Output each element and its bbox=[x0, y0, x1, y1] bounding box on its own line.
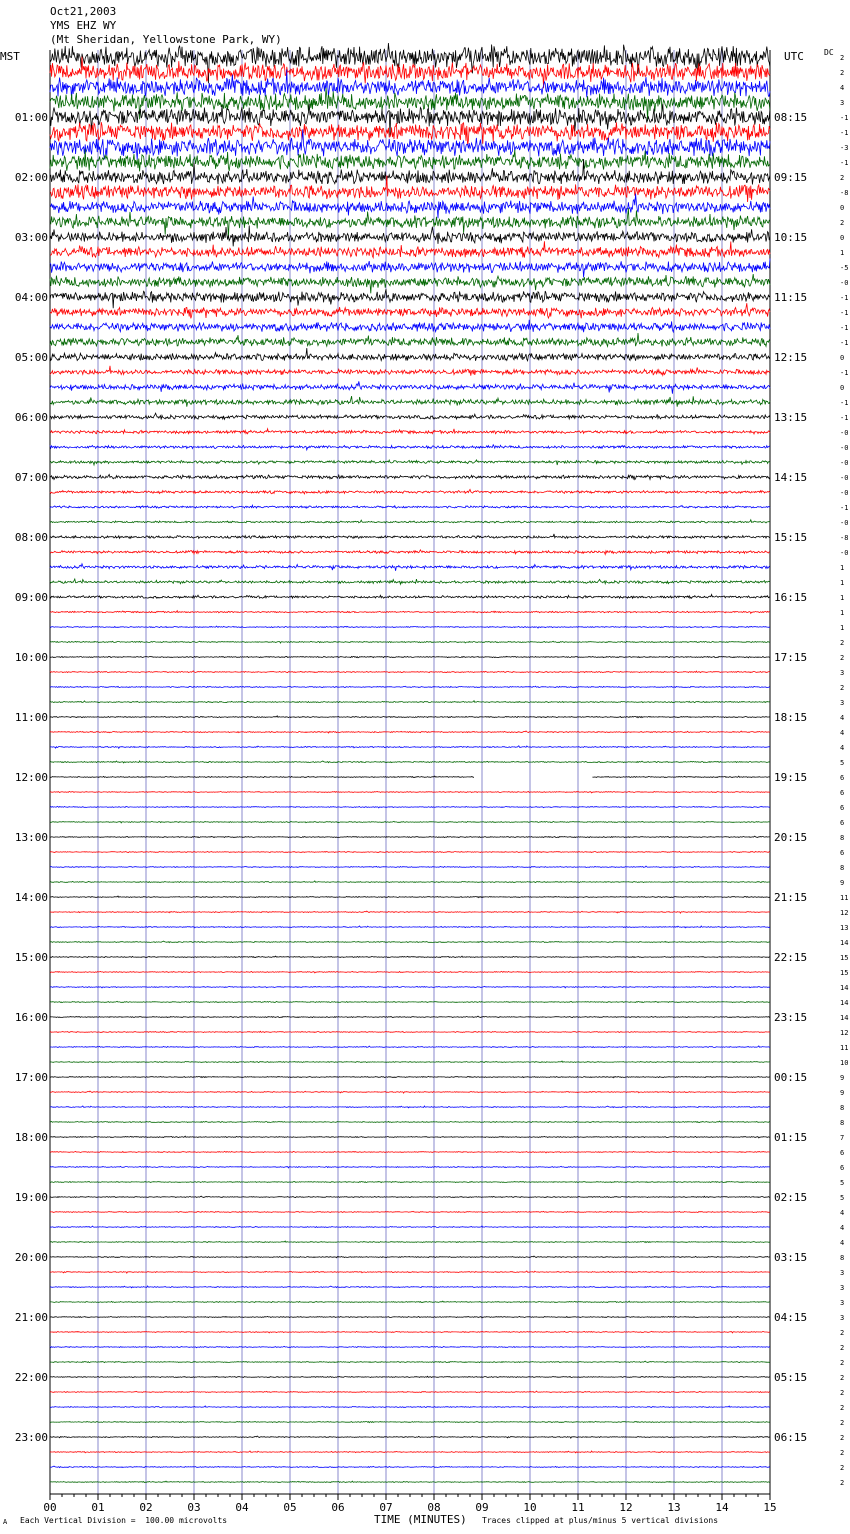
trace-row-29 bbox=[50, 489, 770, 494]
dc-offset-82: 3 bbox=[840, 1284, 845, 1292]
dc-offset-33: -0 bbox=[840, 549, 849, 557]
trace-row-88 bbox=[50, 1376, 770, 1377]
dc-offset-66: 11 bbox=[840, 1044, 849, 1052]
right-hour-label-12: 20:15 bbox=[774, 831, 808, 844]
right-hour-label-13: 21:15 bbox=[774, 891, 808, 904]
trace-row-64 bbox=[50, 1016, 770, 1018]
trace-row-19 bbox=[50, 333, 770, 347]
right-hour-label-21: 05:15 bbox=[774, 1371, 808, 1384]
dc-offset-65: 12 bbox=[840, 1029, 849, 1037]
left-hour-label-10: 11:00 bbox=[14, 711, 48, 724]
left-hour-label-15: 16:00 bbox=[14, 1011, 48, 1024]
left-hour-label-1: 02:00 bbox=[14, 171, 48, 184]
trace-row-81 bbox=[50, 1271, 770, 1273]
trace-row-77 bbox=[50, 1211, 770, 1212]
station-location: (Mt Sheridan, Yellowstone Park, WY) bbox=[50, 33, 282, 46]
dc-offset-30: -1 bbox=[840, 504, 849, 512]
trace-row-54 bbox=[50, 866, 770, 867]
trace-row-36 bbox=[50, 595, 770, 599]
dc-offset-43: 3 bbox=[840, 699, 845, 707]
right-hour-label-14: 22:15 bbox=[774, 951, 808, 964]
trace-row-13 bbox=[50, 241, 770, 257]
trace-row-31 bbox=[50, 520, 770, 523]
trace-row-75 bbox=[50, 1182, 770, 1183]
trace-row-71 bbox=[50, 1121, 770, 1122]
dc-offset-16: -1 bbox=[840, 294, 849, 302]
trace-row-30 bbox=[50, 505, 770, 508]
x-tick-label-3: 03 bbox=[187, 1501, 201, 1514]
trace-row-56 bbox=[50, 896, 770, 898]
dc-offset-77: 4 bbox=[840, 1209, 845, 1217]
right-hour-label-7: 15:15 bbox=[774, 531, 808, 544]
dc-offset-88: 2 bbox=[840, 1374, 845, 1382]
right-hour-label-3: 11:15 bbox=[774, 291, 808, 304]
trace-row-26 bbox=[50, 445, 770, 450]
x-tick-label-6: 06 bbox=[331, 1501, 345, 1514]
dc-offset-55: 9 bbox=[840, 879, 845, 887]
dc-offset-67: 10 bbox=[840, 1059, 849, 1067]
dc-offset-89: 2 bbox=[840, 1389, 845, 1397]
dc-offset-20: 0 bbox=[840, 354, 845, 362]
trace-row-21 bbox=[50, 366, 770, 376]
trace-row-12 bbox=[50, 226, 770, 247]
trace-row-67 bbox=[50, 1061, 770, 1063]
right-hour-label-0: 08:15 bbox=[774, 111, 808, 124]
dc-offset-37: 1 bbox=[840, 609, 845, 617]
dc-offset-25: -0 bbox=[840, 429, 849, 437]
trace-row-40 bbox=[50, 656, 770, 657]
left-hour-label-13: 14:00 bbox=[14, 891, 48, 904]
trace-row-48 bbox=[50, 776, 770, 777]
dc-offset-18: -1 bbox=[840, 324, 849, 332]
dc-offset-83: 3 bbox=[840, 1299, 845, 1307]
trace-row-16 bbox=[50, 289, 770, 308]
right-hour-label-11: 19:15 bbox=[774, 771, 808, 784]
dc-offset-91: 2 bbox=[840, 1419, 845, 1427]
left-hour-label-8: 09:00 bbox=[14, 591, 48, 604]
dc-offset-38: 1 bbox=[840, 624, 845, 632]
trace-row-62 bbox=[50, 986, 770, 988]
dc-offset-13: 1 bbox=[840, 249, 845, 257]
dc-offset-23: -1 bbox=[840, 399, 849, 407]
dc-offset-84: 3 bbox=[840, 1314, 845, 1322]
left-hour-label-19: 20:00 bbox=[14, 1251, 48, 1264]
trace-row-82 bbox=[50, 1286, 770, 1288]
dc-offset-75: 5 bbox=[840, 1179, 845, 1187]
trace-row-10 bbox=[50, 194, 770, 219]
left-hour-label-17: 18:00 bbox=[14, 1131, 48, 1144]
station-code: YMS EHZ WY bbox=[50, 19, 117, 32]
left-hour-label-5: 06:00 bbox=[14, 411, 48, 424]
dc-offset-81: 3 bbox=[840, 1269, 845, 1277]
dc-offset-49: 6 bbox=[840, 789, 845, 797]
dc-offset-40: 2 bbox=[840, 654, 845, 662]
right-hour-label-4: 12:15 bbox=[774, 351, 808, 364]
trace-row-35 bbox=[50, 579, 770, 584]
dc-offset-57: 12 bbox=[840, 909, 849, 917]
dc-offset-87: 2 bbox=[840, 1359, 845, 1367]
right-hour-label-17: 01:15 bbox=[774, 1131, 808, 1144]
trace-row-91 bbox=[50, 1421, 770, 1422]
dc-label: DC bbox=[824, 48, 834, 57]
x-tick-label-2: 02 bbox=[139, 1501, 153, 1514]
trace-row-78 bbox=[50, 1226, 770, 1228]
x-tick-label-0: 00 bbox=[43, 1501, 57, 1514]
dc-offset-5: -1 bbox=[840, 129, 849, 137]
dc-offset-80: 8 bbox=[840, 1254, 845, 1262]
trace-row-15 bbox=[50, 274, 770, 293]
right-hour-label-6: 14:15 bbox=[774, 471, 808, 484]
left-hour-label-7: 08:00 bbox=[14, 531, 48, 544]
trace-row-84 bbox=[50, 1316, 770, 1318]
dc-offset-45: 4 bbox=[840, 729, 845, 737]
trace-row-52 bbox=[50, 836, 770, 838]
dc-offset-85: 2 bbox=[840, 1329, 845, 1337]
dc-offset-86: 2 bbox=[840, 1344, 845, 1352]
dc-offset-76: 5 bbox=[840, 1194, 845, 1202]
x-tick-label-15: 15 bbox=[763, 1501, 777, 1514]
trace-row-85 bbox=[50, 1331, 770, 1333]
right-hour-label-15: 23:15 bbox=[774, 1011, 808, 1024]
x-tick-label-11: 11 bbox=[571, 1501, 585, 1514]
x-tick-label-12: 12 bbox=[619, 1501, 633, 1514]
left-hour-label-11: 12:00 bbox=[14, 771, 48, 784]
dc-offset-0: 2 bbox=[840, 54, 845, 62]
trace-row-14 bbox=[50, 259, 770, 278]
right-hour-label-18: 02:15 bbox=[774, 1191, 808, 1204]
trace-row-69 bbox=[50, 1091, 770, 1093]
clip-note: Traces clipped at plus/minus 5 vertical divisions bbox=[482, 1516, 719, 1525]
dc-offset-3: 3 bbox=[840, 99, 845, 107]
trace-row-47 bbox=[50, 761, 770, 763]
trace-row-90 bbox=[50, 1406, 770, 1408]
trace-row-49 bbox=[50, 792, 770, 793]
dc-offset-48: 6 bbox=[840, 774, 845, 782]
left-hour-label-14: 15:00 bbox=[14, 951, 48, 964]
trace-row-37 bbox=[50, 611, 770, 614]
dc-offset-21: -1 bbox=[840, 369, 849, 377]
left-hour-label-4: 05:00 bbox=[14, 351, 48, 364]
dc-offset-11: 2 bbox=[840, 219, 845, 227]
x-tick-label-9: 09 bbox=[475, 1501, 489, 1514]
trace-row-23 bbox=[50, 396, 770, 407]
dc-offset-47: 5 bbox=[840, 759, 845, 767]
trace-row-17 bbox=[50, 303, 770, 318]
trace-row-0 bbox=[50, 43, 770, 83]
left-hour-label-18: 19:00 bbox=[14, 1191, 48, 1204]
x-tick-label-8: 08 bbox=[427, 1501, 441, 1514]
dc-offset-74: 6 bbox=[840, 1164, 845, 1172]
dc-offset-73: 6 bbox=[840, 1149, 845, 1157]
dc-offset-72: 7 bbox=[840, 1134, 845, 1142]
dc-offset-95: 2 bbox=[840, 1479, 845, 1487]
dc-offset-29: -0 bbox=[840, 489, 849, 497]
trace-row-68 bbox=[50, 1076, 770, 1078]
dc-offset-42: 2 bbox=[840, 684, 845, 692]
trace-row-70 bbox=[50, 1106, 770, 1108]
trace-row-92 bbox=[50, 1436, 770, 1438]
dc-offset-79: 4 bbox=[840, 1239, 845, 1247]
trace-row-73 bbox=[50, 1151, 770, 1153]
trace-row-20 bbox=[50, 348, 770, 361]
dc-offset-7: -1 bbox=[840, 159, 849, 167]
dc-offset-56: 11 bbox=[840, 894, 849, 902]
trace-row-27 bbox=[50, 460, 770, 465]
right-hour-label-10: 18:15 bbox=[774, 711, 808, 724]
left-hour-label-20: 21:00 bbox=[14, 1311, 48, 1324]
x-tick-label-4: 04 bbox=[235, 1501, 249, 1514]
right-hour-label-22: 06:15 bbox=[774, 1431, 808, 1444]
trace-row-93 bbox=[50, 1451, 770, 1453]
trace-row-33 bbox=[50, 550, 770, 555]
dc-offset-53: 6 bbox=[840, 849, 845, 857]
right-hour-label-8: 16:15 bbox=[774, 591, 808, 604]
trace-row-9 bbox=[50, 176, 770, 203]
dc-offset-52: 8 bbox=[840, 834, 845, 842]
trace-row-87 bbox=[50, 1361, 770, 1363]
trace-row-89 bbox=[50, 1391, 770, 1392]
trace-row-80 bbox=[50, 1256, 770, 1258]
right-hour-label-20: 04:15 bbox=[774, 1311, 808, 1324]
trace-row-63 bbox=[50, 1001, 770, 1002]
trace-row-60 bbox=[50, 956, 770, 957]
dc-offset-35: 1 bbox=[840, 579, 845, 587]
x-tick-label-14: 14 bbox=[715, 1501, 729, 1514]
dc-offset-24: -1 bbox=[840, 414, 849, 422]
dc-offset-69: 9 bbox=[840, 1089, 845, 1097]
trace-row-18 bbox=[50, 320, 770, 332]
plot-date: Oct21,2003 bbox=[50, 5, 117, 18]
right-hour-label-16: 00:15 bbox=[774, 1071, 808, 1084]
dc-offset-78: 4 bbox=[840, 1224, 845, 1232]
trace-row-46 bbox=[50, 746, 770, 749]
dc-offset-70: 8 bbox=[840, 1104, 845, 1112]
dc-offset-22: 0 bbox=[840, 384, 845, 392]
dc-offset-59: 14 bbox=[840, 939, 849, 947]
trace-row-43 bbox=[50, 701, 770, 703]
left-hour-label-12: 13:00 bbox=[14, 831, 48, 844]
dc-offset-28: -0 bbox=[840, 474, 849, 482]
trace-row-86 bbox=[50, 1346, 770, 1347]
dc-offset-27: -0 bbox=[840, 459, 849, 467]
right-hour-label-9: 17:15 bbox=[774, 651, 808, 664]
dc-offset-10: 0 bbox=[840, 204, 845, 212]
dc-offset-61: 15 bbox=[840, 969, 849, 977]
x-axis-title: TIME (MINUTES) bbox=[374, 1513, 467, 1526]
left-hour-label-3: 04:00 bbox=[14, 291, 48, 304]
dc-offset-32: -8 bbox=[840, 534, 849, 542]
left-hour-label-6: 07:00 bbox=[14, 471, 48, 484]
left-hour-label-21: 22:00 bbox=[14, 1371, 48, 1384]
dc-offset-17: -1 bbox=[840, 309, 849, 317]
dc-offset-26: -0 bbox=[840, 444, 849, 452]
trace-row-76 bbox=[50, 1196, 770, 1197]
trace-row-25 bbox=[50, 429, 770, 434]
dc-offset-63: 14 bbox=[840, 999, 849, 1007]
dc-offset-6: -3 bbox=[840, 144, 849, 152]
trace-row-28 bbox=[50, 474, 770, 479]
x-tick-label-10: 10 bbox=[523, 1501, 537, 1514]
trace-row-32 bbox=[50, 534, 770, 539]
trace-row-55 bbox=[50, 881, 770, 883]
dc-offset-92: 2 bbox=[840, 1434, 845, 1442]
trace-row-22 bbox=[50, 381, 770, 393]
dc-offset-93: 2 bbox=[840, 1449, 845, 1457]
trace-row-72 bbox=[50, 1136, 770, 1138]
left-hour-label-9: 10:00 bbox=[14, 651, 48, 664]
dc-offset-68: 9 bbox=[840, 1074, 845, 1082]
left-hour-label-16: 17:00 bbox=[14, 1071, 48, 1084]
trace-row-50 bbox=[50, 806, 770, 808]
dc-offset-50: 6 bbox=[840, 804, 845, 812]
x-tick-label-1: 01 bbox=[91, 1501, 105, 1514]
right-timezone-label: UTC bbox=[784, 50, 804, 63]
dc-offset-46: 4 bbox=[840, 744, 845, 752]
dc-offset-15: -0 bbox=[840, 279, 849, 287]
trace-row-59 bbox=[50, 941, 770, 943]
trace-row-79 bbox=[50, 1241, 770, 1243]
x-tick-label-13: 13 bbox=[667, 1501, 681, 1514]
trace-row-74 bbox=[50, 1166, 770, 1168]
trace-row-58 bbox=[50, 926, 770, 928]
dc-offset-19: -1 bbox=[840, 339, 849, 347]
trace-row-39 bbox=[50, 641, 770, 643]
dc-offset-2: 4 bbox=[840, 84, 845, 92]
dc-offset-9: -8 bbox=[840, 189, 849, 197]
dc-offset-41: 3 bbox=[840, 669, 845, 677]
right-hour-label-5: 13:15 bbox=[774, 411, 808, 424]
left-timezone-label: MST bbox=[0, 50, 20, 63]
trace-row-95 bbox=[50, 1481, 770, 1482]
dc-offset-34: 1 bbox=[840, 564, 845, 572]
trace-row-94 bbox=[50, 1466, 770, 1468]
dc-offset-12: 0 bbox=[840, 234, 845, 242]
dc-offset-1: 2 bbox=[840, 69, 845, 77]
x-tick-label-5: 05 bbox=[283, 1501, 297, 1514]
trace-row-51 bbox=[50, 821, 770, 823]
trace-row-44 bbox=[50, 716, 770, 718]
left-hour-label-0: 01:00 bbox=[14, 111, 48, 124]
trace-row-61 bbox=[50, 971, 770, 973]
dc-offset-39: 2 bbox=[840, 639, 845, 647]
trace-row-34 bbox=[50, 564, 770, 571]
trace-row-65 bbox=[50, 1031, 770, 1032]
dc-offset-36: 1 bbox=[840, 594, 845, 602]
dc-offset-71: 8 bbox=[840, 1119, 845, 1127]
dc-offset-64: 14 bbox=[840, 1014, 849, 1022]
trace-row-42 bbox=[50, 686, 770, 687]
right-hour-label-2: 10:15 bbox=[774, 231, 808, 244]
dc-offset-14: -5 bbox=[840, 264, 849, 272]
trace-row-83 bbox=[50, 1301, 770, 1302]
dc-offset-8: 2 bbox=[840, 174, 845, 182]
trace-row-57 bbox=[50, 911, 770, 913]
corner-mark: A bbox=[3, 1518, 8, 1526]
trace-row-38 bbox=[50, 626, 770, 628]
dc-offset-54: 8 bbox=[840, 864, 845, 872]
dc-offset-4: -1 bbox=[840, 114, 849, 122]
dc-offset-62: 14 bbox=[840, 984, 849, 992]
dc-offset-51: 6 bbox=[840, 819, 845, 827]
scale-note: Each Vertical Division = 100.00 microvolts bbox=[20, 1516, 228, 1525]
trace-row-11 bbox=[50, 208, 770, 238]
trace-row-45 bbox=[50, 731, 770, 733]
right-hour-label-1: 09:15 bbox=[774, 171, 808, 184]
trace-row-24 bbox=[50, 413, 770, 419]
dc-offset-60: 15 bbox=[840, 954, 849, 962]
dc-offset-58: 13 bbox=[840, 924, 849, 932]
x-tick-label-7: 07 bbox=[379, 1501, 393, 1514]
dc-offset-90: 2 bbox=[840, 1404, 845, 1412]
left-hour-label-2: 03:00 bbox=[14, 231, 48, 244]
right-hour-label-19: 03:15 bbox=[774, 1251, 808, 1264]
trace-row-41 bbox=[50, 671, 770, 673]
left-hour-label-22: 23:00 bbox=[14, 1431, 48, 1444]
dc-offset-31: -0 bbox=[840, 519, 849, 527]
trace-row-53 bbox=[50, 851, 770, 852]
dc-offset-94: 2 bbox=[840, 1464, 845, 1472]
trace-row-66 bbox=[50, 1046, 770, 1048]
dc-offset-44: 4 bbox=[840, 714, 845, 722]
